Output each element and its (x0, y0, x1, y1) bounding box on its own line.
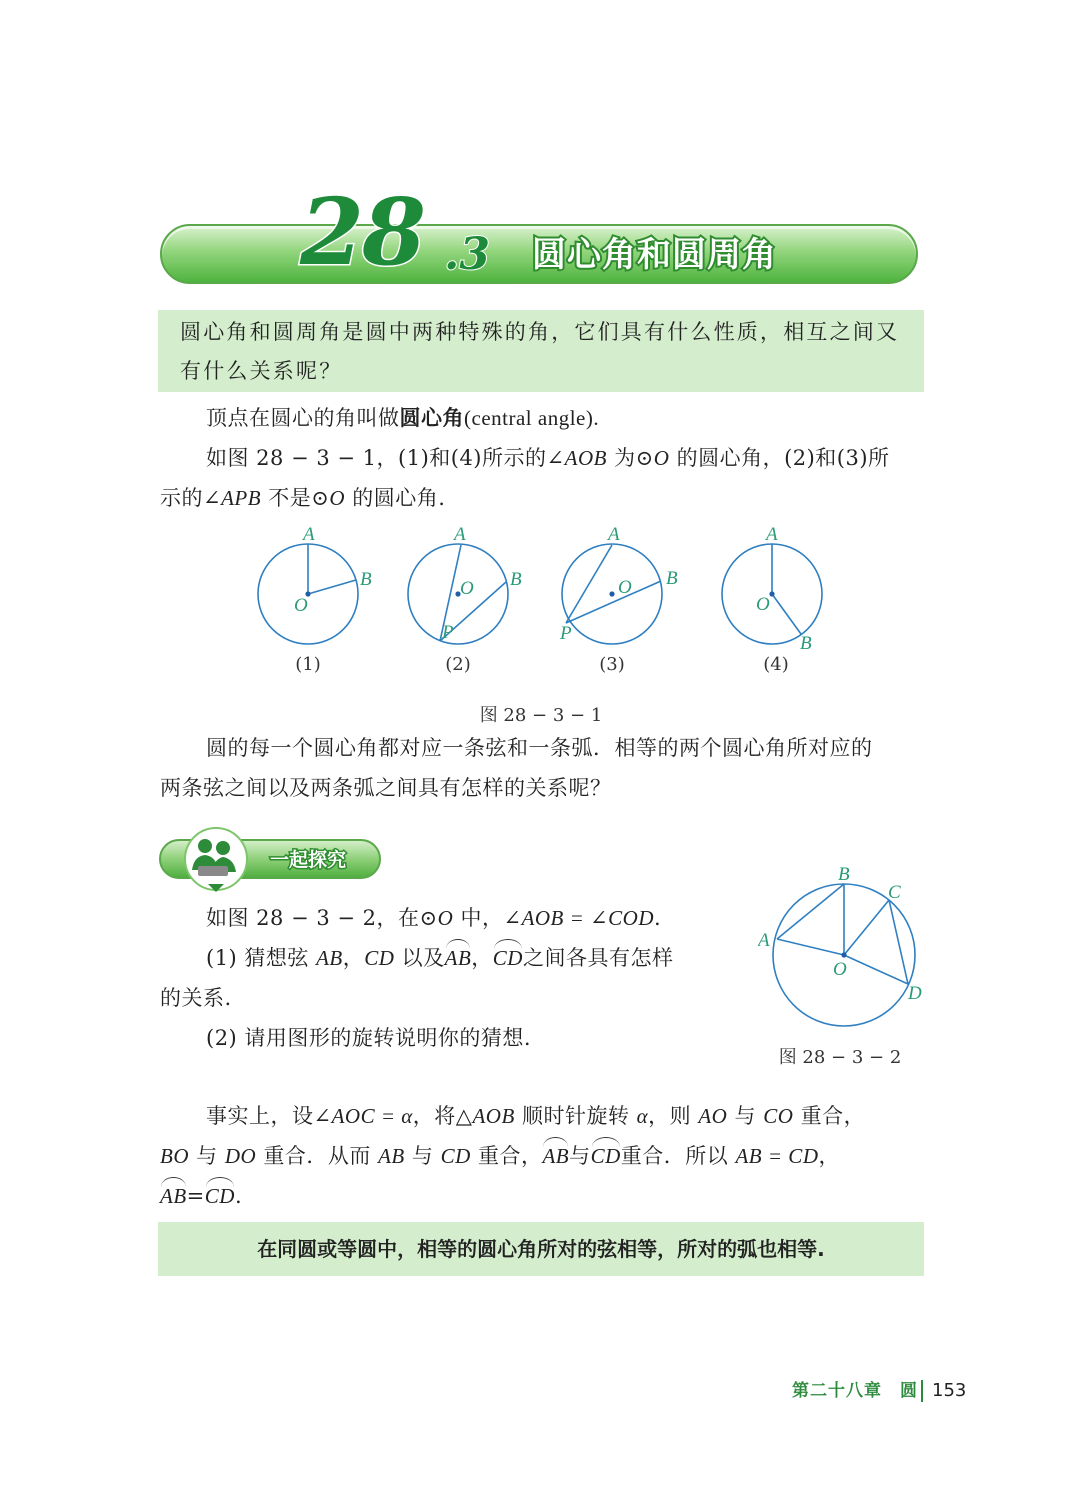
fig2-label-c: C (888, 882, 901, 903)
section-title: 圆心角和圆周角 (532, 235, 777, 275)
fig2-chord-cd (889, 900, 908, 984)
paragraph2-line1: 圆的每一个圆心角都对应一条弦和一条弧．相等的两个圆心角所对应的 (206, 736, 873, 760)
paragraph1-line2 (160, 478, 445, 518)
figure-28-3-2 (758, 862, 938, 1072)
fig1-label-b1: B (360, 569, 372, 590)
footer-divider (921, 1380, 923, 1402)
fig1-label-o3: O (618, 577, 632, 598)
fig1-label-a1: A (303, 524, 315, 545)
proof-text: 重合．从而 (256, 1144, 379, 1168)
ex-text: . (654, 906, 662, 930)
ex-text: 如图 28 − 3 − 2，在 (206, 906, 420, 930)
proof-text: 重合， (793, 1104, 866, 1128)
fig2-radius-oa (777, 939, 844, 955)
ex-chord-ab: AB (316, 946, 343, 970)
fig2-label-a: A (758, 930, 770, 951)
p1-text: 为 (606, 446, 636, 470)
proof-do: DO (224, 1144, 257, 1168)
fig1-chord-pa-3 (566, 545, 612, 623)
fig1-label-a4: A (766, 524, 778, 545)
proof-arc-ab: AB (542, 1136, 569, 1176)
page-number: 153 (932, 1380, 967, 1401)
theorem-text: 在同圆或等圆中，相等的圆心角所对的弦相等，所对的弧也相等. (257, 1237, 825, 1261)
p1-angle-apb: ∠APB (203, 486, 262, 510)
proof-ab: AB (378, 1144, 405, 1168)
proof-arc-cd: CD (205, 1176, 235, 1216)
ex-text: 以及 (394, 946, 445, 970)
explore-badge (158, 826, 388, 898)
fig1-label-o1: O (294, 595, 308, 616)
fig1-subcaption-2: (2) (445, 654, 471, 675)
fig1-radius-ob-1 (308, 580, 356, 594)
proof-text: 顺时针旋转 (514, 1104, 637, 1128)
definition-english: (central angle). (464, 406, 600, 430)
ex-chord-cd: CD (364, 946, 395, 970)
fig1-label-o2: O (460, 578, 474, 599)
proof-cd: CD (440, 1144, 471, 1168)
fig1-label-a2: A (454, 524, 466, 545)
p1-text: 示的 (160, 486, 203, 510)
proof-text: 与 (189, 1144, 225, 1168)
ex-text: ， (471, 946, 493, 970)
fig1-caption: 图 28 − 3 − 1 (479, 705, 603, 726)
figure-28-3-1 (240, 518, 860, 733)
paragraph1-line1 (206, 438, 890, 478)
intro-text: 圆心角和圆周角是圆中两种特殊的角，它们具有什么性质，相互之间又有什么关系呢？ (180, 320, 900, 383)
fig1-subcaption-3: (3) (599, 654, 625, 675)
proof-text: 与 (727, 1104, 764, 1128)
fig1-center-dot-4 (769, 591, 774, 596)
proof-line3 (160, 1176, 242, 1216)
paragraph2-line2: 两条弦之间以及两条弧之间具有怎样的关系呢？ (160, 776, 612, 800)
fig2-label-d: D (908, 983, 922, 1004)
p1-text: 的圆心角，(2)和(3)所 (669, 446, 890, 470)
fig2-center-dot (841, 952, 846, 957)
ex-text: (1) 猜想弦 (206, 946, 317, 970)
proof-angle-aoc: ∠AOC = α (313, 1104, 413, 1128)
proof-text: 与 (569, 1144, 591, 1168)
p1-circle-o: ⊙O (635, 446, 670, 470)
explore-question1-line2: 的关系. (160, 986, 232, 1010)
fig1-label-o4: O (756, 594, 770, 615)
fig1-label-b2: B (510, 569, 522, 590)
fig1-label-a3: A (608, 524, 620, 545)
proof-equation: AB = CD (735, 1144, 819, 1168)
fig1-center-dot-3 (609, 591, 614, 596)
fig1-label-b3: B (666, 568, 678, 589)
ex-text: ， (342, 946, 365, 970)
proof-ao: AO (698, 1104, 728, 1128)
proof-alpha: α (636, 1104, 649, 1128)
explore-question2: (2) 请用图形的旋转说明你的猜想. (206, 1026, 532, 1050)
ex-circle-o: ⊙O (419, 906, 454, 930)
proof-text: 与 (404, 1144, 441, 1168)
proof-text: ，则 (648, 1104, 699, 1128)
proof-text: ，将 (412, 1104, 456, 1128)
proof-triangle-aob: △AOB (455, 1104, 515, 1128)
ex-text: 之间各具有怎样 (522, 946, 674, 970)
p1-text: 的圆心角. (345, 486, 446, 510)
fig1-chord-pb-3 (566, 581, 661, 623)
proof-text: 事实上，设 (206, 1104, 314, 1128)
p1-circle-o: ⊙O (311, 486, 346, 510)
fig1-label-p3: P (560, 623, 572, 644)
fig1-label-p2: P (442, 622, 454, 643)
p1-text: 不是 (261, 486, 312, 510)
fig2-radius-od (844, 955, 908, 984)
proof-arc-cd: CD (591, 1136, 621, 1176)
section-number: 28 (300, 178, 425, 286)
ex-text: 中， (453, 906, 504, 930)
definition-term: 圆心角 (399, 406, 464, 430)
proof-line2 (160, 1136, 840, 1176)
proof-bo: BO (160, 1144, 189, 1168)
section-sub-number: .3 (444, 229, 490, 280)
ex-arc-cd: CD (493, 938, 523, 978)
proof-text: = (186, 1184, 205, 1208)
definition-pre: 顶点在圆心的角叫做 (206, 406, 400, 430)
p1-angle-aob: ∠AOB (546, 446, 607, 470)
proof-text: 重合．所以 (620, 1144, 736, 1168)
definition-line (206, 398, 599, 438)
proof-text: . (234, 1184, 243, 1208)
fig1-radius-ob-4 (772, 594, 801, 634)
ex-angle-equation: ∠AOB = ∠COD (503, 906, 654, 930)
footer-chapter: 第二十八章 圆 (792, 1381, 918, 1401)
explore-line1 (206, 898, 661, 938)
fig1-label-b4: B (800, 633, 812, 654)
fig1-subcaption-1: (1) (295, 654, 321, 675)
fig2-label-b: B (838, 864, 850, 885)
ex-arc-ab: AB (445, 938, 472, 978)
proof-text: ， (818, 1144, 840, 1168)
fig2-caption: 图 28 − 3 − 2 (778, 1047, 902, 1068)
proof-line1 (206, 1096, 865, 1136)
p1-text: 如图 28 − 3 − 1，(1)和(4)所示的 (206, 446, 547, 470)
proof-text: 重合， (470, 1144, 543, 1168)
fig2-label-o: O (833, 959, 847, 980)
fig1-subcaption-4: (4) (763, 654, 789, 675)
proof-arc-ab: AB (160, 1176, 187, 1216)
explore-badge-label: 一起探究 (270, 849, 347, 871)
fig2-radius-oc (844, 900, 889, 955)
explore-question1 (206, 938, 673, 978)
explore-circle (185, 828, 247, 890)
proof-co: CO (763, 1104, 794, 1128)
